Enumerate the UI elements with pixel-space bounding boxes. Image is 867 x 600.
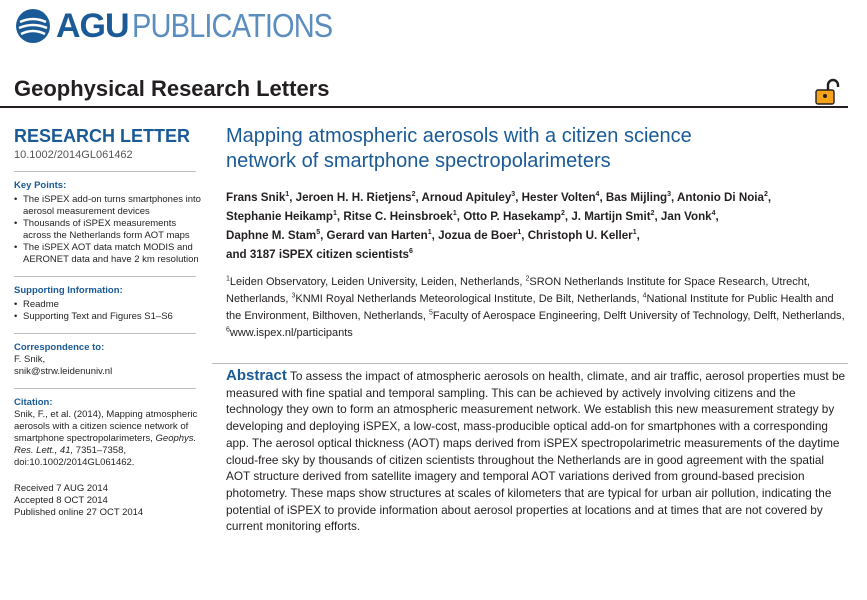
author: Christoph U. Keller$^1$,	[527, 229, 640, 242]
author-affiliation-mark: 3	[667, 191, 672, 199]
author-name: Bas Mijling	[605, 191, 668, 204]
open-lock-icon	[814, 78, 844, 106]
author-affiliation-mark: 1	[332, 210, 337, 218]
affiliation: KNMI Royal Netherlands Meteorological Institute, De Bilt, Netherlands	[295, 293, 637, 305]
history-dates	[14, 483, 204, 519]
correspondence-email[interactable]: snik@strw.leidenuniv.nl	[14, 366, 113, 377]
supporting-item[interactable]: • Supporting Text and Figures S1–S6	[14, 311, 204, 323]
author: Daphne M. Stam$^5$,	[226, 229, 327, 242]
author: Ritse C. Heinsbroek$^1$,	[343, 210, 464, 223]
article-type: RESEARCH LETTER	[14, 126, 191, 146]
author-name: Stephanie Heikamp	[226, 210, 333, 223]
author-name: and 3187 iSPEX citizen scientists	[226, 248, 410, 261]
agu-masthead	[14, 4, 359, 48]
affiliation-mark: 4	[642, 292, 647, 300]
citation-heading: Citation:	[14, 397, 53, 408]
author-name: Frans Snik	[226, 191, 286, 204]
author-affiliation-mark: 1	[632, 229, 637, 237]
key-points-heading: Key Points:	[14, 180, 67, 191]
author: J. Martijn Smit$^2$,	[571, 210, 661, 223]
author-affiliation-mark: 1	[427, 229, 432, 237]
author-affiliation-mark: 2	[763, 191, 768, 199]
author-affiliation-mark: 4	[595, 191, 600, 199]
affiliation-list: $^1$Leiden Observatory, Leiden University, Leiden, Netherlands, $^2$SRON Netherlands Institute for Space Research, Utrecht, Netherlands, $^3$KNMI Royal Netherlands Meteorological Institute, De Bilt, Netherlands, $^4$National Institute for Public Health and the Environment, Bilthoven, Netherlands, $^5$Faculty of Aerospace Engineering, Delft University of Technology, Delft, Netherlands, $^6$www.ispex.nl/participants	[226, 275, 845, 339]
citation	[14, 409, 204, 469]
key-point: • The iSPEX add-on turns smartphones into aerosol measurement devices	[14, 194, 204, 218]
abstract-label: Abstract	[226, 367, 287, 384]
article-title: Mapping atmospheric aerosols with a citizen science network of smartphone spectropolarimeters	[226, 125, 692, 172]
citation-journal: Geophys. Res. Lett., 41,	[14, 433, 197, 456]
author-name: Hester Volten	[521, 191, 596, 204]
accepted-date: Accepted 8 OCT 2014	[14, 495, 108, 506]
correspondence-name: F. Snik,	[14, 354, 46, 365]
author-affiliation-mark: 2	[411, 191, 416, 199]
citation-text: Snik, F., et al. (2014), Mapping atmospheric aerosols with a citizen science network of smartphone spectropolarimeters,	[14, 409, 198, 444]
supporting-list	[14, 299, 204, 323]
sidebar-divider	[14, 333, 196, 334]
affiliation-mark: 5	[429, 309, 433, 317]
abstract-text: To assess the impact of atmospheric aerosols on health, climate, and air traffic, aerosol properties must be measured with fine spatial and temporal sampling. This can be achieved by actively involving citizens and the technology they own to form an atmospheric measurement network. We establish this new measurement strategy by developing and deploying iSPEX, a low-cost, mass-producible optical add-on for smartphones with a corresponding app. The aerosol optical thickness (AOT) maps derived from iSPEX spectropolarimetric measurements of the daytime cloud-free sky by thousands of citizen scientists throughout the Netherlands are in good agreement with the spatial AOT structure derived from satellite imagery and temporal AOT variations derived from ground-based precision photometry. These maps show structures at scales of kilometers that are typical for urban air pollution, indicating the potential of iSPEX to provide information about aerosol properties at locations and at times that are not covered by current monitoring efforts.	[226, 369, 846, 534]
author-affiliation-mark: 1	[285, 191, 290, 199]
author-name: Arnoud Apituley	[421, 191, 512, 204]
affiliation: National Institute for Public Health and the Environment, Bilthoven, Netherlands	[226, 293, 834, 322]
author-affiliation-mark: 3	[511, 191, 516, 199]
key-point: • Thousands of iSPEX measurements across the Netherlands form AOT maps	[14, 218, 204, 242]
author: Hester Volten$^4$,	[521, 191, 606, 204]
author-affiliation-mark: 4	[711, 210, 716, 218]
author-affiliation-mark: 2	[650, 210, 655, 218]
author-name: Gerard van Harten	[326, 229, 428, 242]
abstract-box	[212, 363, 848, 574]
author-name: Daphne M. Stam	[226, 229, 317, 242]
author-name: Jeroen H. H. Rietjens	[295, 191, 412, 204]
author: Jeroen H. H. Rietjens$^2$,	[295, 191, 422, 204]
affiliation-mark: 1	[226, 275, 230, 283]
sidebar-divider	[14, 171, 196, 172]
abstract	[212, 364, 846, 535]
citation-tail: 7351–7358, doi:10.1002/2014GL061462.	[14, 445, 135, 468]
author: Jozua de Boer$^1$,	[438, 229, 528, 242]
article-main	[226, 124, 848, 342]
agu-wordmark: AGU	[56, 6, 129, 45]
key-points-list	[14, 194, 204, 266]
author-affiliation-mark: 1	[452, 210, 457, 218]
received-date: Received 7 AUG 2014	[14, 483, 109, 494]
author-affiliation-mark: 5	[316, 229, 321, 237]
author: Stephanie Heikamp$^1$,	[226, 210, 344, 223]
supporting-heading: Supporting Information:	[14, 285, 123, 296]
author-name: Jozua de Boer	[438, 229, 518, 242]
author: Antonio Di Noia$^2$,	[677, 191, 772, 204]
author-name: Antonio Di Noia	[677, 191, 764, 204]
author-affiliation-mark: 2	[560, 210, 565, 218]
author-name: Christoph U. Keller	[527, 229, 633, 242]
author: Otto P. Hasekamp$^2$,	[463, 210, 572, 223]
affiliation: Leiden Observatory, Leiden University, Leiden, Netherlands	[229, 276, 520, 288]
doi[interactable]: 10.1002/2014GL061462	[14, 149, 133, 161]
author: Jan Vonk$^4$,	[660, 210, 719, 223]
publications-wordmark: PUBLICATIONS	[131, 7, 332, 44]
author-list	[226, 188, 848, 264]
affiliation-mark: 6	[226, 326, 230, 334]
author: Gerard van Harten$^1$,	[326, 229, 439, 242]
author-name: J. Martijn Smit	[571, 210, 651, 223]
affiliation-mark: 3	[291, 292, 296, 300]
correspondence-heading: Correspondence to:	[14, 342, 105, 353]
supporting-item[interactable]: • Readme	[14, 299, 204, 311]
journal-title: Geophysical Research Letters	[14, 76, 330, 101]
author-name: Ritse C. Heinsbroek	[343, 210, 453, 223]
published-date: Published online 27 OCT 2014	[14, 507, 144, 518]
header-rule	[0, 106, 848, 108]
agu-globe-icon	[14, 7, 52, 45]
author	[226, 248, 413, 261]
affiliation[interactable]: www.ispex.nl/participants	[229, 327, 353, 339]
author-affiliation-mark: 6	[409, 248, 413, 256]
author-name: Jan Vonk	[660, 210, 712, 223]
author: Arnoud Apituley$^3$,	[421, 191, 522, 204]
affiliation: Faculty of Aerospace Engineering, Delft University of Technology, Delft, Netherlands	[432, 310, 842, 322]
article-sidebar	[14, 126, 204, 519]
author: Frans Snik$^1$,	[226, 191, 296, 204]
sidebar-divider	[14, 276, 196, 277]
author-affiliation-mark: 1	[517, 229, 522, 237]
key-point: • The iSPEX AOT data match MODIS and AERONET data and have 2 km resolution	[14, 242, 204, 266]
sidebar-divider	[14, 388, 196, 389]
author-name: Otto P. Hasekamp	[463, 210, 561, 223]
author: Bas Mijling$^3$,	[605, 191, 678, 204]
affiliation: SRON Netherlands Institute for Space Research, Utrecht, Netherlands	[226, 276, 810, 305]
affiliation-mark: 2	[525, 275, 530, 283]
